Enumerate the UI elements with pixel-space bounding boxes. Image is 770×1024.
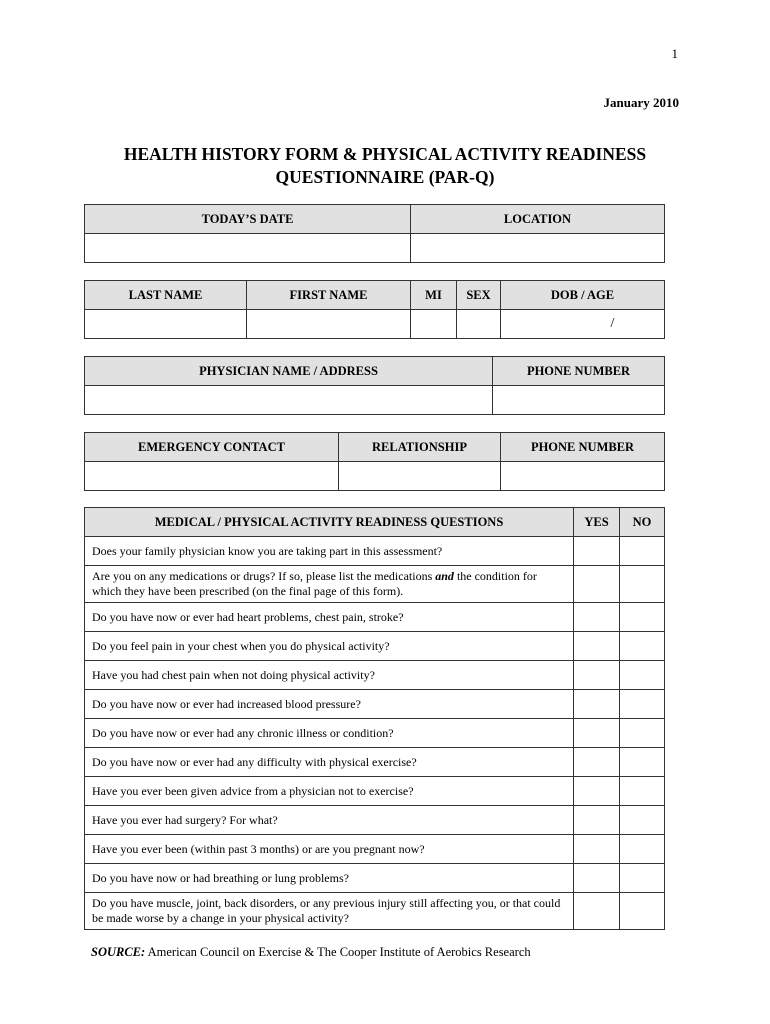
todays-date-field[interactable] (85, 234, 411, 263)
mi-field[interactable] (411, 310, 457, 339)
question-row (85, 537, 665, 566)
no-checkbox[interactable] (620, 893, 665, 930)
emergency-contact-header: EMERGENCY CONTACT (85, 433, 339, 462)
question-text-part: the condition for which they have been prescribed (on the final page of this form). (92, 569, 537, 598)
no-checkbox[interactable] (620, 864, 665, 893)
question-emphasis: and (435, 569, 454, 583)
question-text: Do you have now or ever had any chronic illness or condition? (85, 719, 574, 748)
question-text: Does your family physician know you are taking part in this assessment? (85, 537, 574, 566)
question-row (85, 864, 665, 893)
yes-checkbox[interactable] (574, 777, 620, 806)
page-number: 1 (671, 46, 678, 61)
yes-checkbox[interactable] (574, 835, 620, 864)
last-name-header: LAST NAME (85, 281, 247, 310)
question-text: Do you have muscle, joint, back disorders, or any previous injury still affecting you, or that could be made worse by a change in your physical activity? (85, 893, 574, 930)
question-row (85, 603, 665, 632)
sex-header: SEX (457, 281, 501, 310)
yes-checkbox[interactable] (574, 864, 620, 893)
yes-checkbox[interactable] (574, 893, 620, 930)
yes-checkbox[interactable] (574, 603, 620, 632)
no-checkbox[interactable] (620, 632, 665, 661)
relationship-header: RELATIONSHIP (339, 433, 501, 462)
question-text: Do you have now or had breathing or lung problems? (85, 864, 574, 893)
no-checkbox[interactable] (620, 566, 665, 603)
questions-header: MEDICAL / PHYSICAL ACTIVITY READINESS QUESTIONS (85, 508, 574, 537)
no-header: NO (620, 508, 665, 537)
yes-checkbox[interactable] (574, 748, 620, 777)
source-note (91, 945, 531, 960)
yes-checkbox[interactable] (574, 806, 620, 835)
yes-checkbox[interactable] (574, 566, 620, 603)
title-line-2: QUESTIONNAIRE (PAR-Q) (275, 167, 495, 187)
first-name-header: FIRST NAME (247, 281, 411, 310)
form-date: January 2010 (603, 95, 679, 110)
question-row (85, 719, 665, 748)
question-text: Do you have now or ever had heart problems, chest pain, stroke? (85, 603, 574, 632)
no-checkbox[interactable] (620, 835, 665, 864)
last-name-field[interactable] (85, 310, 247, 339)
question-text: Have you ever been (within past 3 months) or are you pregnant now? (85, 835, 574, 864)
question-text: Do you have now or ever had any difficulty with physical exercise? (85, 748, 574, 777)
physician-phone-field[interactable] (493, 386, 665, 415)
yes-checkbox[interactable] (574, 632, 620, 661)
first-name-field[interactable] (247, 310, 411, 339)
physician-header: PHYSICIAN NAME / ADDRESS (85, 357, 493, 386)
source-text: American Council on Exercise & The Cooper Institute of Aerobics Research (145, 945, 531, 959)
question-row (85, 748, 665, 777)
no-checkbox[interactable] (620, 806, 665, 835)
no-checkbox[interactable] (620, 777, 665, 806)
physician-field[interactable] (85, 386, 493, 415)
dob-age-header: DOB / AGE (501, 281, 665, 310)
question-text: Do you feel pain in your chest when you do physical activity? (85, 632, 574, 661)
location-header: LOCATION (411, 205, 665, 234)
emergency-phone-field[interactable] (501, 462, 665, 491)
yes-checkbox[interactable] (574, 719, 620, 748)
personal-info-table (84, 280, 665, 339)
source-label: SOURCE: (91, 945, 146, 959)
emergency-table (84, 432, 665, 491)
emergency-phone-header: PHONE NUMBER (501, 433, 665, 462)
no-checkbox[interactable] (620, 748, 665, 777)
question-row (85, 777, 665, 806)
page-title (0, 143, 770, 189)
question-row (85, 806, 665, 835)
date-location-table (84, 204, 665, 263)
mi-header: MI (411, 281, 457, 310)
yes-checkbox[interactable] (574, 537, 620, 566)
title-line-1: HEALTH HISTORY FORM & PHYSICAL ACTIVITY READINESS (123, 144, 647, 164)
relationship-field[interactable] (339, 462, 501, 491)
question-text: Do you have now or ever had increased blood pressure? (85, 690, 574, 719)
yes-checkbox[interactable] (574, 661, 620, 690)
sex-field[interactable] (457, 310, 501, 339)
question-text-part: Are you on any medications or drugs? If so, please list the medications (92, 569, 436, 583)
question-text: Have you had chest pain when not doing physical activity? (85, 661, 574, 690)
physician-table (84, 356, 665, 415)
physician-phone-header: PHONE NUMBER (493, 357, 665, 386)
question-text: Have you ever had surgery? For what? (85, 806, 574, 835)
yes-checkbox[interactable] (574, 690, 620, 719)
no-checkbox[interactable] (620, 690, 665, 719)
no-checkbox[interactable] (620, 603, 665, 632)
question-text (85, 566, 574, 603)
question-row (85, 893, 665, 930)
no-checkbox[interactable] (620, 719, 665, 748)
question-row (85, 566, 665, 603)
question-row (85, 835, 665, 864)
todays-date-header: TODAY’S DATE (85, 205, 411, 234)
yes-header: YES (574, 508, 620, 537)
question-row (85, 690, 665, 719)
location-field[interactable] (411, 234, 665, 263)
readiness-questions-table (84, 507, 665, 930)
question-row (85, 661, 665, 690)
question-text: Have you ever been given advice from a physician not to exercise? (85, 777, 574, 806)
dob-separator: / (610, 316, 615, 331)
dob-age-field[interactable] (501, 310, 665, 339)
emergency-contact-field[interactable] (85, 462, 339, 491)
no-checkbox[interactable] (620, 537, 665, 566)
no-checkbox[interactable] (620, 661, 665, 690)
question-row (85, 632, 665, 661)
